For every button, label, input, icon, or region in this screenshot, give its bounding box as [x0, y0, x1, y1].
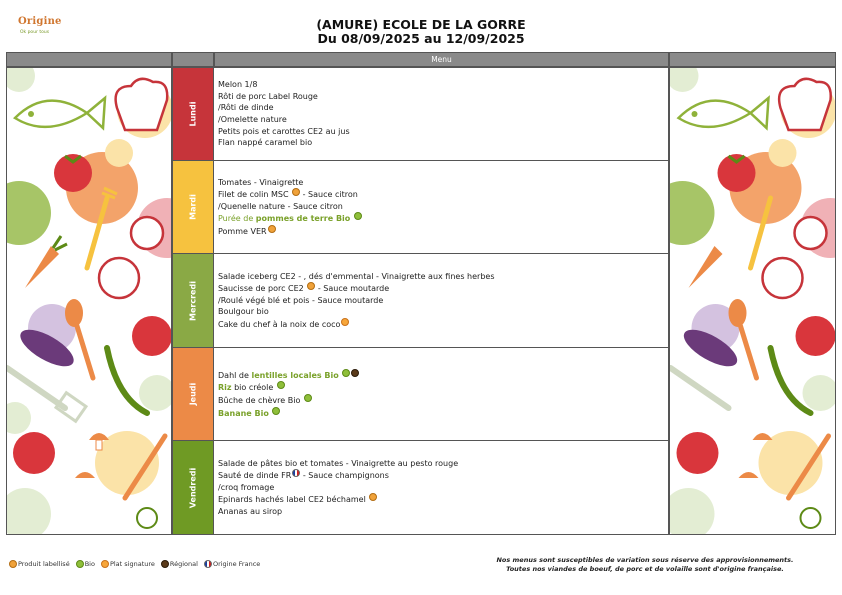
- raspberry-icon: [131, 217, 163, 249]
- bio-leaf-icon: [304, 394, 312, 402]
- menu-item-text: /Rôti de dinde: [218, 103, 274, 113]
- menu-header: Menu: [214, 52, 669, 67]
- menu-item-text: Sauté de dinde FR: [218, 471, 292, 481]
- menu-item-text: Riz: [218, 383, 232, 393]
- menu-item-text: /croq fromage: [218, 482, 275, 492]
- day-label: Jeudi: [188, 382, 198, 406]
- menu-item: [218, 394, 668, 407]
- label-badge-icon: [9, 560, 17, 568]
- label-badge-icon: [268, 225, 276, 233]
- menu-item-text: Cake du chef à la noix de coco: [218, 319, 341, 329]
- menu-cell-lundi: [214, 67, 669, 161]
- legend-label: Régional: [169, 560, 198, 568]
- legend-label: Bio: [84, 560, 95, 568]
- school-name: (AMURE) ECOLE DE LA GORRE: [316, 17, 526, 32]
- legend-item: [100, 560, 155, 568]
- tomato-icon: [54, 154, 92, 192]
- menu-item: [218, 188, 668, 201]
- legend-label: Plat signature: [109, 560, 155, 568]
- date-range: Du 08/09/2025 au 12/09/2025: [317, 31, 525, 46]
- menu-item: [218, 137, 668, 149]
- menu-item-text: /Quenelle nature - Sauce citron: [218, 201, 343, 211]
- raspberry-icon: [795, 217, 827, 249]
- signature-dish-icon: [341, 318, 349, 326]
- legend-item: [160, 560, 198, 568]
- legend-item: [203, 560, 260, 568]
- menu-item: [218, 306, 668, 318]
- bio-leaf-icon: [76, 560, 84, 568]
- day-cell-jeudi: [172, 347, 214, 441]
- menu-item-text: Salade iceberg CE2 - , dés d'emmental - Vinaigrette aux fines herbes: [218, 271, 495, 281]
- header-cell-right-image: [669, 52, 836, 67]
- footer-note: Nos menus sont susceptibles de variation sous réserve des approvisionnements.: [496, 556, 794, 564]
- header-cell-day: [172, 52, 214, 67]
- label-badge-icon: [292, 188, 300, 196]
- menu-item-text: lentilles locales Bio: [251, 370, 339, 380]
- menu-item: [218, 271, 668, 283]
- chef-hat-icon: [779, 79, 831, 130]
- bio-leaf-icon: [354, 212, 362, 220]
- menu-item-text: Melon 1/8: [218, 80, 258, 90]
- menu-item-text: Epinards hachés label CE2 béchamel: [218, 495, 369, 505]
- page-title: [0, 18, 842, 46]
- menu-cell-jeudi: [214, 347, 669, 441]
- menu-item-text: - Sauce champignons: [300, 471, 389, 481]
- pea-pod-icon: [107, 348, 147, 413]
- tomato-icon: [677, 432, 719, 474]
- menu-item-text: [339, 371, 342, 380]
- menu-item-text: bio créole: [231, 383, 276, 393]
- menu-item: [218, 493, 668, 506]
- menu-item-text: Filet de colin MSC: [218, 190, 292, 200]
- menu-item-text: - Vinaigrette au pesto rouge: [343, 458, 459, 468]
- menu-item-text: Salade de pâtes bio et tomates: [218, 458, 344, 468]
- menu-item-text: [269, 409, 272, 418]
- tomato-icon: [718, 154, 756, 192]
- menu-item: [218, 469, 668, 482]
- menu-cell-mercredi: [214, 253, 669, 348]
- menu-item: [218, 91, 668, 103]
- decorative-illustration-right: [669, 67, 836, 535]
- fish-icon: [15, 98, 105, 128]
- tomato-icon: [132, 316, 171, 356]
- day-label: Vendredi: [188, 467, 198, 508]
- day-cell-mercredi: [172, 253, 214, 348]
- menu-item: [218, 458, 668, 470]
- menu-item-text: - Sauce citron: [300, 190, 358, 200]
- menu-item-text: Petits pois et carottes CE2 au jus: [218, 126, 350, 136]
- menu-cell-mardi: [214, 160, 669, 254]
- menu-item: [218, 318, 668, 331]
- menu-item: [218, 114, 668, 126]
- label-badge-icon: [369, 493, 377, 501]
- decorative-illustration-left: [6, 67, 172, 535]
- raspberry-icon: [763, 258, 803, 298]
- menu-item-text: Boulgour bio: [218, 307, 269, 317]
- menu-item: [218, 482, 668, 494]
- menu-item: [218, 177, 668, 189]
- menu-item-text: Flan nappé caramel bio: [218, 138, 313, 148]
- menu-item: [218, 225, 668, 238]
- france-flag-icon: [204, 560, 212, 568]
- day-label: Mardi: [188, 194, 198, 220]
- menu-item: [218, 79, 668, 91]
- menu-item: [218, 126, 668, 138]
- menu-item-text: Tomates: [218, 177, 252, 187]
- logo-tagline: Ok pour tous: [20, 30, 50, 35]
- carrot-icon: [25, 236, 67, 288]
- menu-item-text: Purée de: [218, 214, 256, 224]
- day-label: Lundi: [188, 101, 198, 127]
- raspberry-icon: [99, 258, 139, 298]
- legend-item: [75, 560, 95, 568]
- pea-pod-icon: [771, 348, 811, 413]
- menu-item-text: Dahl de: [218, 370, 252, 380]
- menu-item-text: - Vinaigrette: [251, 177, 304, 187]
- legend-label: Produit labellisé: [18, 560, 70, 568]
- fish-icon: [679, 98, 769, 128]
- menu-item: [218, 201, 668, 213]
- spatula-icon: [671, 368, 729, 408]
- tomato-icon: [796, 316, 836, 356]
- menu-item: [218, 295, 668, 307]
- chef-hat-icon: [116, 79, 168, 130]
- footer-notes: [450, 556, 840, 574]
- menu-item-text: - Sauce moutarde: [315, 284, 390, 294]
- bio-leaf-icon: [277, 381, 285, 389]
- menu-item-text: Saucisse de porc CE2: [218, 284, 307, 294]
- menu-item: [218, 282, 668, 295]
- day-cell-vendredi: [172, 440, 214, 535]
- menu-item: [218, 369, 668, 382]
- tomato-icon: [13, 432, 55, 474]
- menu-item-text: /Omelette nature: [218, 115, 287, 124]
- menu-item-text: Ananas au sirop: [218, 506, 283, 516]
- menu-item: [218, 102, 668, 114]
- menu-item-text: Banane Bio: [218, 408, 269, 418]
- legend: [8, 560, 262, 568]
- regional-icon: [351, 369, 359, 377]
- day-cell-mardi: [172, 160, 214, 254]
- menu-item: [218, 381, 668, 394]
- regional-icon: [161, 560, 169, 568]
- legend-label: Origine France: [212, 560, 261, 568]
- day-cell-lundi: [172, 67, 214, 161]
- menu-item-text: pommes de terre Bio: [255, 214, 351, 224]
- signature-dish-icon: [101, 560, 109, 568]
- day-label: Mercredi: [188, 280, 198, 321]
- bio-leaf-icon: [272, 407, 280, 415]
- menu-item-text: [350, 214, 353, 223]
- menu-item-text: Pomme VER: [218, 226, 267, 236]
- logo-wordmark: Origine: [18, 16, 62, 27]
- legend-item: [8, 560, 70, 568]
- menu-item: [218, 506, 668, 518]
- menu-item: [218, 212, 668, 225]
- menu-item-text: /Roulé végé blé et pois - Sauce moutarde: [218, 295, 384, 305]
- bio-leaf-icon: [342, 369, 350, 377]
- carrot-icon: [689, 246, 723, 288]
- menu-item: [218, 407, 668, 420]
- menu-item-text: Rôti de porc Label Rouge: [218, 91, 318, 101]
- footer-note: Toutes nos viandes de boeuf, de porc et de volaille sont d'origine française.: [506, 565, 784, 573]
- header-cell-left-image: [6, 52, 172, 67]
- menu-cell-vendredi: [214, 440, 669, 535]
- menu-item-text: Bûche de chèvre Bio: [218, 396, 303, 405]
